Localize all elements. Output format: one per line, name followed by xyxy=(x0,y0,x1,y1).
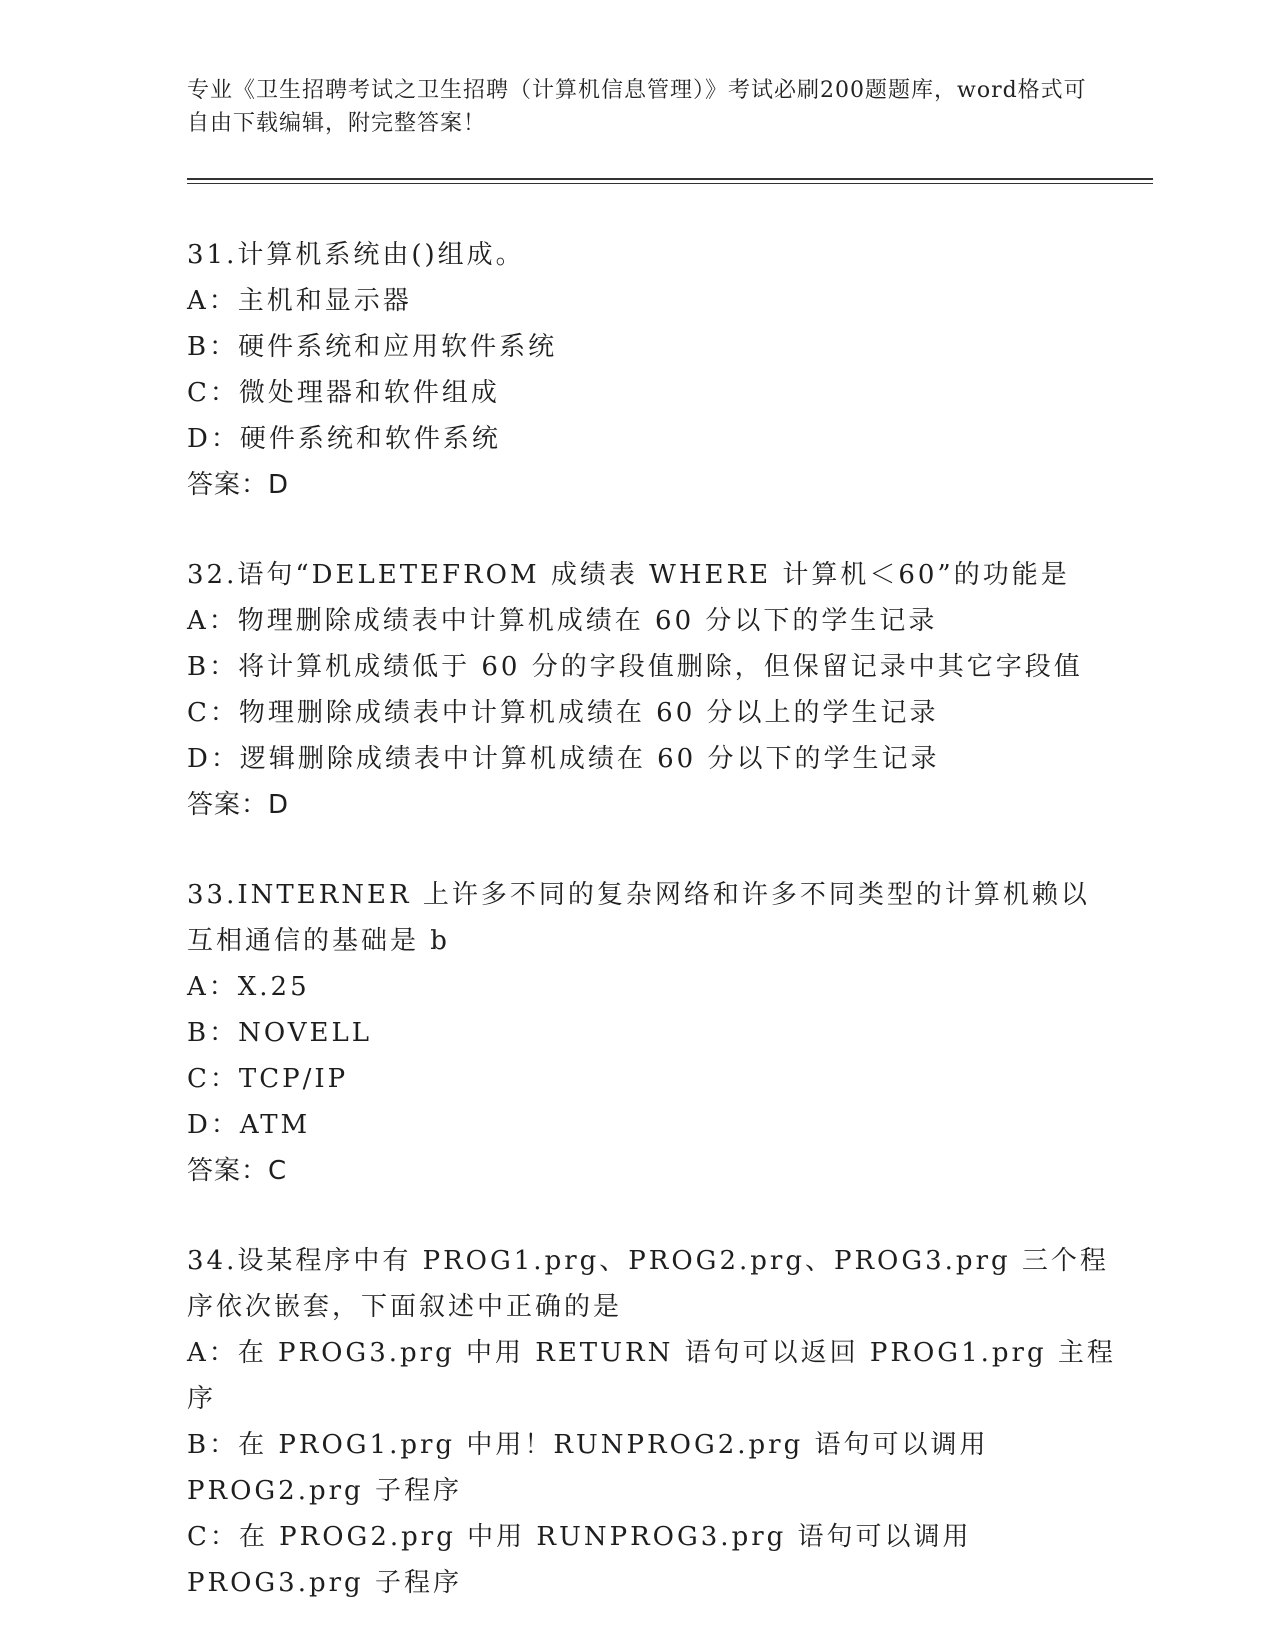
option-c: C：物理删除成绩表中计算机成绩在 60 分以上的学生记录 xyxy=(187,698,939,728)
question-stem: 34.设某程序中有 PROG1.prg、PROG2.prg、PROG3.prg 三个程序依次嵌套，下面叙述中正确的是 xyxy=(187,1246,1109,1322)
question-stem: 33.INTERNER 上许多不同的复杂网络和许多不同类型的计算机赖以互相通信的基础是 b xyxy=(187,880,1090,956)
option-d: D：逻辑删除成绩表中计算机成绩在 60 分以下的学生记录 xyxy=(187,744,940,774)
option-a: A：X.25 xyxy=(187,972,310,1002)
option-b: B：在 PROG1.prg 中用！RUNPROG2.prg 语句可以调用 PROG2.prg 子程序 xyxy=(187,1430,1000,1506)
header-divider-thick xyxy=(187,178,1153,180)
question-31 xyxy=(187,232,1117,508)
question-stem: 32.语句“DELETEFROM 成绩表 WHERE 计算机＜60”的功能是 xyxy=(187,560,1070,590)
question-32 xyxy=(187,552,1117,828)
option-b: B：NOVELL xyxy=(187,1018,373,1048)
question-stem: 31.计算机系统由()组成。 xyxy=(187,240,525,270)
question-34 xyxy=(187,1238,1117,1606)
option-a: A：物理删除成绩表中计算机成绩在 60 分以下的学生记录 xyxy=(187,606,938,636)
answer: 答案：C xyxy=(187,1156,288,1186)
question-33 xyxy=(187,872,1117,1194)
option-d: D：硬件系统和软件系统 xyxy=(187,424,501,454)
question-list xyxy=(187,232,1117,1650)
option-c: C：在 PROG2.prg 中用 RUNPROG3.prg 语句可以调用 PROG3.prg 子程序 xyxy=(187,1522,983,1598)
option-a: A：在 PROG3.prg 中用 RETURN 语句可以返回 PROG1.prg 主程序 xyxy=(187,1338,1116,1414)
answer: 答案：D xyxy=(187,470,290,500)
option-a: A：主机和显示器 xyxy=(187,286,412,316)
document-header: 专业《卫生招聘考试之卫生招聘（计算机信息管理）》考试必刷200题题库，word格式可自由下载编辑，附完整答案！ xyxy=(187,78,1087,136)
option-b: B：硬件系统和应用软件系统 xyxy=(187,332,558,362)
option-c: C：TCP/IP xyxy=(187,1064,349,1094)
header-divider-thin xyxy=(187,183,1153,184)
option-c: C：微处理器和软件组成 xyxy=(187,378,500,408)
option-b: B：将计算机成绩低于 60 分的字段值删除，但保留记录中其它字段值 xyxy=(187,652,1083,682)
option-d: D：ATM xyxy=(187,1110,311,1140)
answer: 答案：D xyxy=(187,790,290,820)
